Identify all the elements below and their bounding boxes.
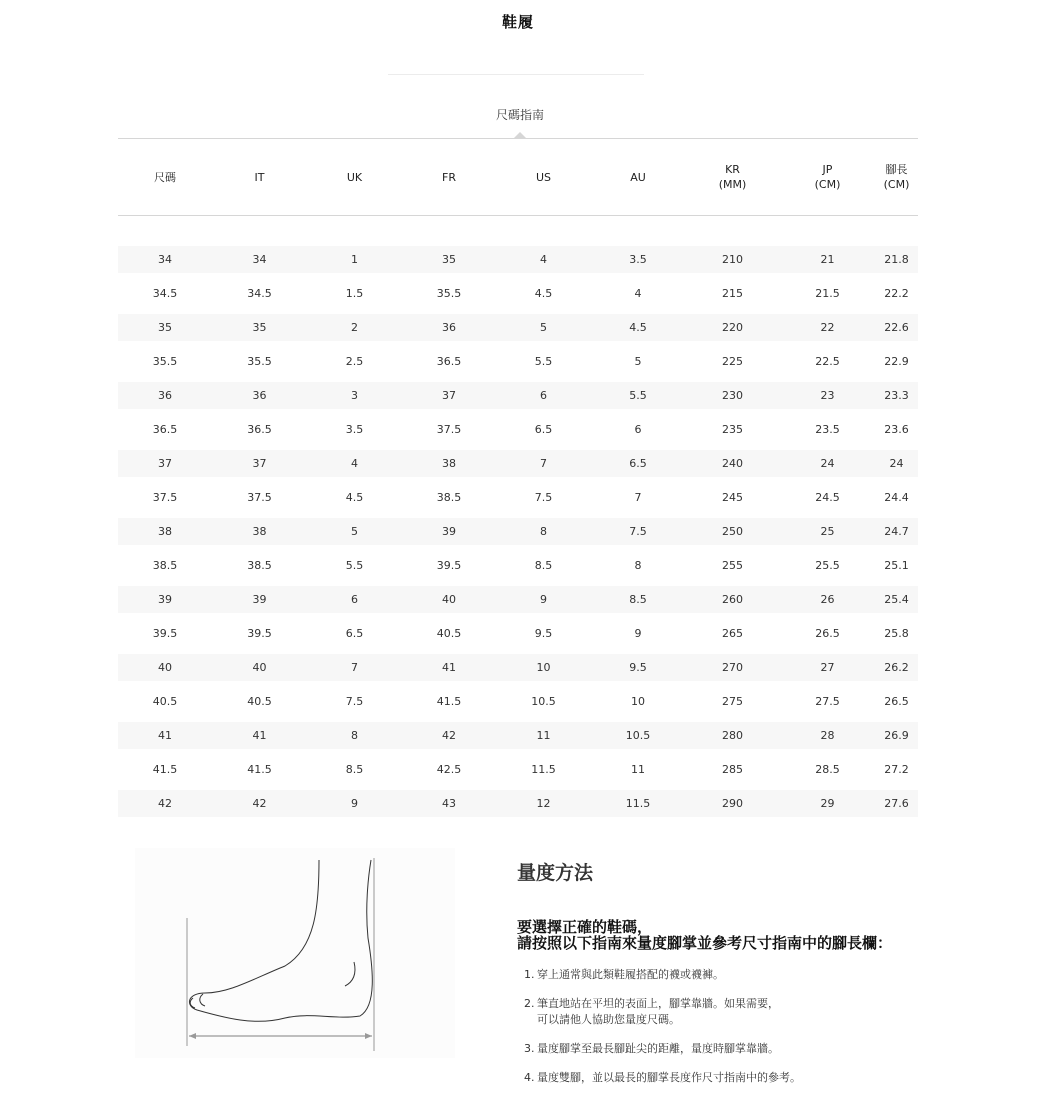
table-cell: 5 <box>634 355 642 368</box>
table-cell: 40.5 <box>436 627 462 640</box>
table-cell: 34.5 <box>152 287 178 300</box>
table-cell: 8.5 <box>629 593 647 606</box>
table-cell: 4.5 <box>345 491 364 504</box>
column-header-it: IT <box>254 170 265 184</box>
table-cell: 24.7 <box>884 525 909 538</box>
table-row <box>118 484 918 518</box>
table-cell: 35.5 <box>436 287 462 300</box>
table-cell: 9.5 <box>534 627 553 640</box>
table-cell: 24.5 <box>815 491 840 504</box>
table-cell: 40.5 <box>152 695 178 708</box>
table-cell: 265 <box>722 627 743 640</box>
table-cell: 6.5 <box>534 423 553 436</box>
table-row <box>118 790 918 824</box>
table-cell: 7 <box>540 457 547 470</box>
table-cell: 27.5 <box>815 695 840 708</box>
table-cell: 43 <box>442 797 456 810</box>
measure-intro <box>517 919 937 951</box>
table-row <box>118 382 918 416</box>
table-cell: 270 <box>722 661 743 674</box>
column-header-size: 尺碼 <box>154 170 176 184</box>
table-cell: 37 <box>252 457 267 470</box>
table-cell: 11.5 <box>531 763 556 776</box>
table-cell: 11.5 <box>625 797 651 810</box>
table-cell: 38.5 <box>247 559 272 572</box>
table-cell: 36.5 <box>247 423 272 436</box>
table-cell: 40 <box>158 661 172 674</box>
measure-intro-line: 請按照以下指南來量度腳掌並參考尺寸指南中的腳長欄： <box>517 934 893 952</box>
table-cell: 26.9 <box>884 729 909 742</box>
tab-size-guide[interactable]: 尺碼指南 <box>495 108 544 122</box>
table-cell: 11 <box>631 763 645 776</box>
table-cell: 27.2 <box>884 763 909 776</box>
title-divider <box>388 74 644 75</box>
list-item <box>524 996 944 1028</box>
table-cell: 39 <box>442 525 456 538</box>
table-cell: 9 <box>540 593 547 606</box>
table-cell: 36 <box>442 321 456 334</box>
table-cell: 8.5 <box>534 559 553 572</box>
table-cell: 9 <box>351 797 358 810</box>
table-cell: 41 <box>158 729 172 742</box>
table-cell: 28.5 <box>815 763 840 776</box>
table-cell: 29 <box>820 797 835 810</box>
table-cell: 275 <box>722 695 743 708</box>
table-cell: 42 <box>252 797 267 810</box>
table-cell: 25.1 <box>884 559 909 572</box>
table-cell: 2.5 <box>345 355 364 368</box>
step-number: 3. <box>524 1042 535 1055</box>
table-row <box>118 450 918 484</box>
table-cell: 40.5 <box>247 695 272 708</box>
table-row <box>118 586 918 620</box>
step-number: 2. <box>524 997 535 1010</box>
table-cell: 24.4 <box>884 491 909 504</box>
table-cell: 12 <box>536 797 551 810</box>
table-row <box>118 552 918 586</box>
table-cell: 26.2 <box>884 661 909 674</box>
table-cell: 36 <box>158 389 172 402</box>
table-cell: 4 <box>634 287 642 300</box>
column-header-us: US <box>535 170 552 184</box>
table-cell: 41 <box>442 661 456 674</box>
table-cell: 39 <box>252 593 267 606</box>
table-cell: 4 <box>540 253 547 266</box>
table-row <box>118 416 918 450</box>
table-cell: 2 <box>351 321 358 334</box>
size-table-body <box>118 246 918 824</box>
table-cell: 26 <box>820 593 835 606</box>
column-header-fr: FR <box>442 170 456 184</box>
table-cell: 21 <box>820 253 835 266</box>
table-cell: 39 <box>158 593 172 606</box>
table-cell: 23.6 <box>884 423 909 436</box>
table-cell: 6.5 <box>629 457 647 470</box>
table-cell: 22.6 <box>884 321 909 334</box>
measure-intro-line: 要選擇正確的鞋碼， <box>517 918 653 936</box>
table-cell: 6 <box>634 423 642 436</box>
table-cell: 37 <box>442 389 456 402</box>
table-cell: 38 <box>252 525 267 538</box>
table-cell: 40 <box>252 661 267 674</box>
table-cell: 9 <box>634 627 642 640</box>
table-cell: 41.5 <box>247 763 272 776</box>
table-cell: 235 <box>722 423 743 436</box>
table-cell: 22.5 <box>815 355 840 368</box>
table-cell: 36 <box>252 389 267 402</box>
list-item <box>524 967 944 983</box>
table-cell: 280 <box>722 729 743 742</box>
table-cell: 39.5 <box>247 627 272 640</box>
table-cell: 22.9 <box>884 355 909 368</box>
column-header-uk: UK <box>346 170 363 184</box>
table-cell: 23.5 <box>815 423 840 436</box>
table-cell: 41 <box>252 729 267 742</box>
table-cell: 4.5 <box>534 287 553 300</box>
step-number: 1. <box>524 968 535 981</box>
table-row <box>118 246 918 280</box>
table-cell: 39.5 <box>152 627 178 640</box>
table-cell: 220 <box>722 321 743 334</box>
table-cell: 8 <box>540 525 547 538</box>
table-cell: 22 <box>820 321 835 334</box>
list-item <box>524 1070 944 1086</box>
table-row <box>118 348 918 382</box>
table-cell: 9.5 <box>629 661 647 674</box>
table-cell: 25 <box>820 525 835 538</box>
table-cell: 225 <box>722 355 743 368</box>
table-cell: 10.5 <box>625 729 651 742</box>
step-text: 量度雙腳，並以最長的腳掌長度作尺寸指南中的參考。 <box>537 1071 801 1084</box>
list-item <box>524 1041 944 1057</box>
table-cell: 38 <box>442 457 456 470</box>
table-cell: 10 <box>631 695 645 708</box>
table-cell: 10.5 <box>531 695 556 708</box>
table-cell: 39.5 <box>436 559 462 572</box>
table-cell: 8 <box>634 559 642 572</box>
table-cell: 23.3 <box>884 389 909 402</box>
table-cell: 35.5 <box>152 355 178 368</box>
table-cell: 3 <box>351 389 358 402</box>
table-cell: 6.5 <box>345 627 364 640</box>
table-cell: 35 <box>252 321 267 334</box>
table-cell: 35.5 <box>247 355 272 368</box>
step-text: 量度腳掌至最長腳趾尖的距離，量度時腳掌靠牆。 <box>537 1042 779 1055</box>
table-cell: 42.5 <box>436 763 462 776</box>
table-cell: 3.5 <box>345 423 364 436</box>
table-cell: 28 <box>820 729 835 742</box>
table-cell: 260 <box>722 593 743 606</box>
table-cell: 37.5 <box>152 491 178 504</box>
page-title: 鞋履 <box>501 13 534 31</box>
table-cell: 5 <box>540 321 547 334</box>
table-cell: 38.5 <box>436 491 462 504</box>
table-cell: 7.5 <box>629 525 647 538</box>
table-row <box>118 518 918 552</box>
step-text: 穿上通常與此類鞋履搭配的襪或襪褲。 <box>537 968 724 981</box>
table-cell: 38.5 <box>152 559 178 572</box>
table-row <box>118 314 918 348</box>
table-cell: 22.2 <box>884 287 909 300</box>
table-cell: 240 <box>722 457 743 470</box>
table-cell: 27.6 <box>884 797 909 810</box>
table-cell: 38 <box>158 525 172 538</box>
size-table-header <box>118 139 918 215</box>
table-cell: 26.5 <box>815 627 840 640</box>
table-header-bottom-divider <box>118 215 918 216</box>
table-cell: 40 <box>442 593 456 606</box>
table-row <box>118 620 918 654</box>
measure-section-title: 量度方法 <box>517 862 594 884</box>
table-cell: 5.5 <box>534 355 553 368</box>
foot-measurement-illustration <box>135 848 455 1058</box>
table-cell: 41.5 <box>436 695 462 708</box>
table-cell: 36.5 <box>436 355 462 368</box>
column-header-foot-length: 腳長 (CM) <box>883 163 910 191</box>
table-cell: 215 <box>722 287 743 300</box>
table-cell: 11 <box>536 729 551 742</box>
table-cell: 42 <box>158 797 172 810</box>
table-cell: 5 <box>351 525 358 538</box>
table-cell: 3.5 <box>629 253 647 266</box>
step-text: 筆直地站在平坦的表面上，腳掌靠牆。如果需要， 可以請他人協助您量度尺碼。 <box>537 997 779 1026</box>
table-cell: 37.5 <box>436 423 462 436</box>
table-row <box>118 688 918 722</box>
table-cell: 10 <box>536 661 551 674</box>
table-cell: 7.5 <box>345 695 364 708</box>
table-cell: 41.5 <box>152 763 178 776</box>
foot-outline-icon <box>135 848 455 1058</box>
table-cell: 27 <box>820 661 835 674</box>
table-cell: 1.5 <box>345 287 364 300</box>
table-cell: 24 <box>889 457 904 470</box>
column-header-jp: JP (CM) <box>814 163 841 191</box>
table-cell: 285 <box>722 763 743 776</box>
table-cell: 34 <box>158 253 172 266</box>
table-cell: 24 <box>820 457 835 470</box>
table-cell: 37.5 <box>247 491 272 504</box>
table-cell: 35 <box>442 253 456 266</box>
column-header-kr: KR (MM) <box>718 163 747 191</box>
table-cell: 21.8 <box>884 253 909 266</box>
table-cell: 4.5 <box>629 321 647 334</box>
table-cell: 210 <box>722 253 743 266</box>
table-cell: 25.4 <box>884 593 909 606</box>
table-row <box>118 654 918 688</box>
table-cell: 8.5 <box>345 763 364 776</box>
table-cell: 290 <box>722 797 743 810</box>
table-cell: 25.5 <box>815 559 840 572</box>
table-cell: 245 <box>722 491 743 504</box>
table-row <box>118 280 918 314</box>
table-cell: 7 <box>351 661 358 674</box>
table-cell: 1 <box>351 253 358 266</box>
table-cell: 7.5 <box>534 491 553 504</box>
table-cell: 26.5 <box>884 695 909 708</box>
measure-steps-list <box>524 967 944 1086</box>
table-cell: 5.5 <box>345 559 364 572</box>
table-cell: 230 <box>722 389 743 402</box>
table-cell: 21.5 <box>815 287 840 300</box>
table-cell: 5.5 <box>629 389 647 402</box>
table-cell: 255 <box>722 559 743 572</box>
column-header-au: AU <box>630 170 646 184</box>
step-number: 4. <box>524 1071 535 1084</box>
table-row <box>118 722 918 756</box>
table-cell: 23 <box>820 389 835 402</box>
table-cell: 34 <box>252 253 267 266</box>
table-cell: 250 <box>722 525 743 538</box>
table-cell: 7 <box>634 491 642 504</box>
table-cell: 34.5 <box>247 287 272 300</box>
table-cell: 4 <box>351 457 358 470</box>
table-cell: 6 <box>540 389 547 402</box>
table-cell: 25.8 <box>884 627 909 640</box>
table-cell: 35 <box>158 321 172 334</box>
table-row <box>118 756 918 790</box>
table-cell: 6 <box>351 593 358 606</box>
table-cell: 37 <box>158 457 172 470</box>
table-cell: 8 <box>351 729 358 742</box>
table-cell: 36.5 <box>152 423 178 436</box>
table-cell: 42 <box>442 729 456 742</box>
